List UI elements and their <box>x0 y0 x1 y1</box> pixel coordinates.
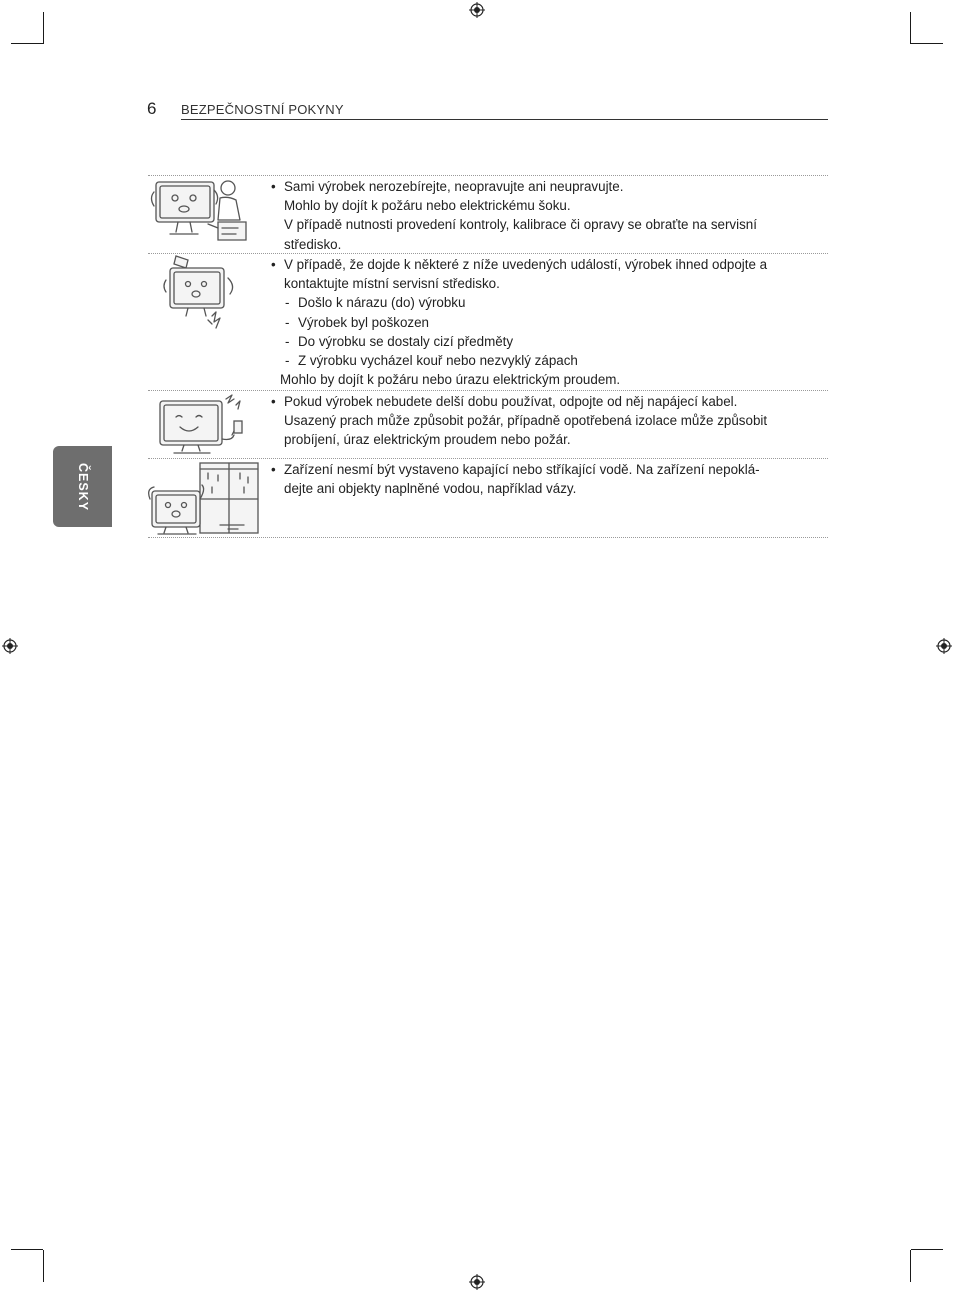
registration-mark-icon <box>936 638 952 654</box>
crop-mark <box>911 43 943 44</box>
safety-instructions-table <box>148 175 828 538</box>
crop-mark <box>11 1249 43 1250</box>
row-text <box>270 255 828 389</box>
row-text <box>270 177 828 254</box>
crop-mark <box>43 1250 44 1282</box>
registration-mark-icon <box>2 638 18 654</box>
tv-impact-icon <box>148 254 260 334</box>
row-note: Mohlo by dojít k požáru nebo úrazu elektrickým proudem. <box>280 372 621 388</box>
dash-item: - Do výrobku se dostaly cizí předměty <box>270 332 828 351</box>
bullet-item <box>270 177 828 254</box>
text-line: • Zařízení nesmí být vystaveno kapající nebo stříkající vodě. Na zařízení nepoklá- <box>284 462 760 477</box>
registration-mark-icon <box>469 1274 485 1290</box>
tv-unplugged-illustration <box>148 391 260 458</box>
table-row <box>148 175 828 253</box>
bullet-item <box>270 460 828 498</box>
dash-item: - Došlo k nárazu (do) výrobku <box>270 293 828 312</box>
header-divider <box>181 119 828 120</box>
tv-window-rain-illustration <box>148 459 260 537</box>
page-number: 6 <box>147 99 157 118</box>
crop-mark <box>910 1250 911 1282</box>
text-line: Usazený prach může způsobit požár, případně opotřebená izolace může způsobit <box>284 413 768 429</box>
table-row <box>148 390 828 458</box>
crop-mark <box>43 12 44 44</box>
text-line: kontaktujte místní servisní středisko. <box>284 276 500 292</box>
bullet-item <box>270 255 828 293</box>
table-row <box>148 253 828 390</box>
crop-mark <box>911 1249 943 1250</box>
tv-window-rain-icon <box>148 459 260 537</box>
row-text <box>270 392 828 450</box>
text-line: • V případě, že dojde k některé z níže uvedených událostí, výrobek ihned odpojte a <box>284 257 768 272</box>
text-line: • Pokud výrobek nebudete delší dobu používat, odpojte od něj napájecí kabel. <box>284 394 738 409</box>
dash-item: - Z výrobku vycházel kouř nebo nezvyklý zápach <box>270 351 828 370</box>
text-line: V případě nutnosti provedení kontroly, kalibrace či opravy se obraťte na servisní <box>284 217 757 233</box>
tv-disassembly-illustration <box>148 176 260 253</box>
tv-impact-damage-illustration <box>148 254 260 390</box>
tv-unplugged-icon <box>148 391 260 457</box>
crop-mark <box>11 43 43 44</box>
language-tab-label: ČESKY <box>75 462 90 511</box>
row-text <box>270 460 828 498</box>
table-row <box>148 458 828 538</box>
bullet-item <box>270 392 828 450</box>
text-line: Mohlo by dojít k požáru nebo elektrickému šoku. <box>284 198 571 214</box>
text-line: • Sami výrobek nerozebírejte, neopravujte ani neupravujte. <box>284 179 624 194</box>
dash-item: - Výrobek byl poškozen <box>270 313 828 332</box>
text-line: středisko. <box>284 236 342 252</box>
text-line: dejte ani objekty naplněné vodou, například vázy. <box>284 481 577 497</box>
registration-mark-icon <box>469 2 485 18</box>
tv-disassembly-icon <box>148 176 260 252</box>
section-title: BEZPEČNOSTNÍ POKYNY <box>181 102 344 117</box>
crop-mark <box>910 12 911 44</box>
language-tab <box>53 446 112 527</box>
text-line: probíjení, úraz elektrickým proudem nebo požár. <box>284 432 571 448</box>
